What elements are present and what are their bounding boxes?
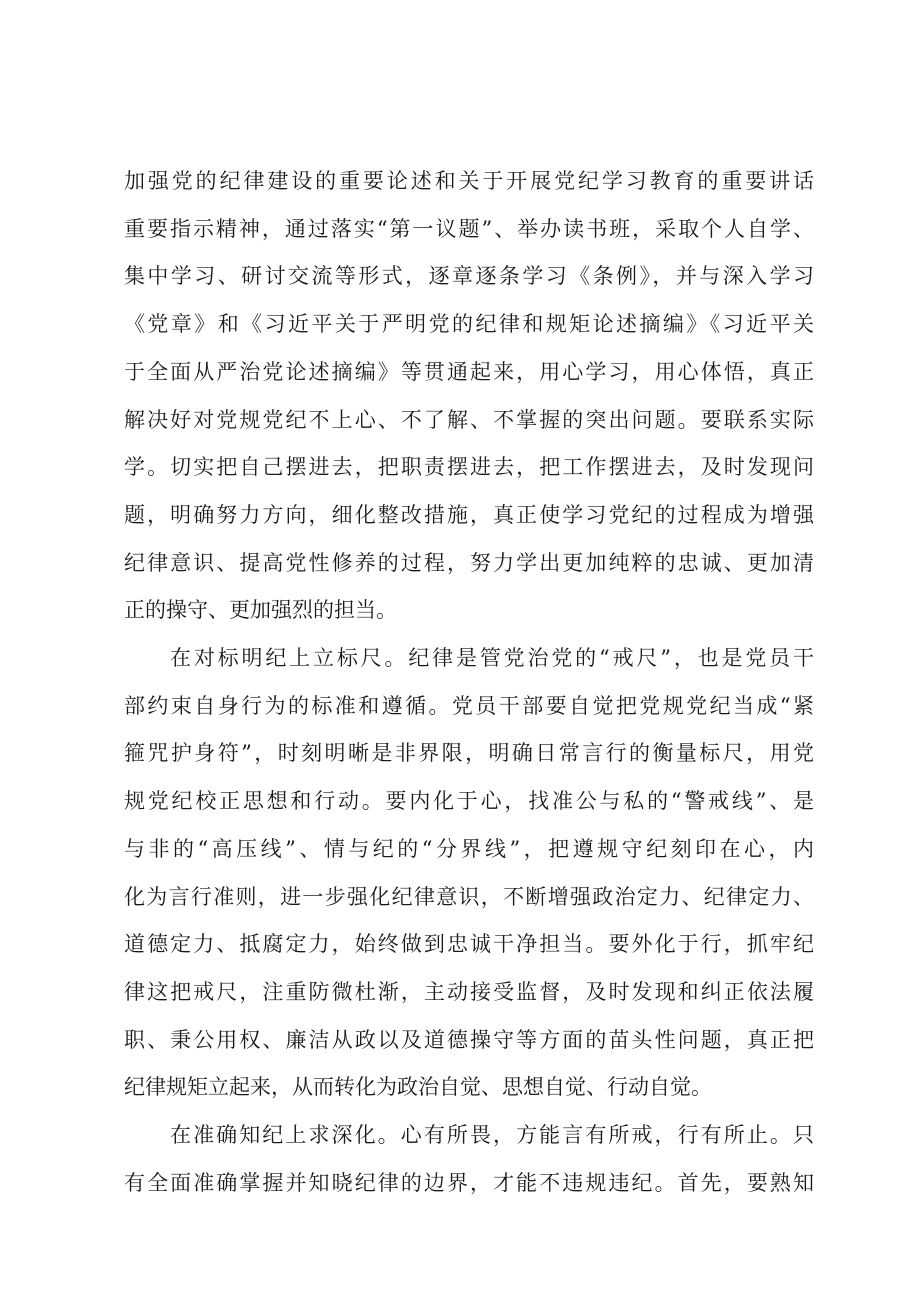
text-line: 规党纪校正思想和行动。要内化于心，找准公与私的“警戒线”、是 (124, 789, 814, 814)
text-line: 律这把戒尺，注重防微杜渐，主动接受监督，及时发现和纠正依法履 (124, 979, 814, 1004)
text-line: 在准确知纪上求深化。心有所畏，方能言有所戒，行有所止。只 (170, 1123, 814, 1148)
text-line: 于全面从严治党论述摘编》等贯通起来，用心学习，用心体悟，真正 (124, 359, 814, 384)
text-line: 有全面准确掌握并知晓纪律的边界，才能不违规违纪。首先，要熟知 (124, 1170, 814, 1195)
text-line: 在对标明纪上立标尺。纪律是管党治党的“戒尺”，也是党员干 (170, 646, 814, 671)
paragraph-1 (124, 158, 814, 635)
text-line: 集中学习、研讨交流等形式，逐章逐条学习《条例》，并与深入学习 (124, 264, 814, 289)
paragraph-3 (124, 1112, 814, 1207)
document-body (124, 158, 814, 1207)
text-line: 正的操守、更加强烈的担当。 (124, 598, 397, 623)
text-line: 化为言行准则，进一步强化纪律意识，不断增强政治定力、纪律定力、 (124, 884, 814, 909)
text-line: 解决好对党规党纪不上心、不了解、不掌握的突出问题。要联系实际 (124, 407, 814, 432)
text-line: 纪律意识、提高党性修养的过程，努力学出更加纯粹的忠诚、更加清 (124, 550, 814, 575)
text-line: 道德定力、抵腐定力，始终做到忠诚干净担当。要外化于行，抓牢纪 (124, 932, 814, 957)
paragraph-2 (124, 635, 814, 1112)
text-line: 职、秉公用权、廉洁从政以及道德操守等方面的苗头性问题，真正把 (124, 1027, 814, 1052)
text-line: 部约束自身行为的标准和遵循。党员干部要自觉把党规党纪当成“紧 (124, 693, 814, 718)
text-line: 纪律规矩立起来，从而转化为政治自觉、思想自觉、行动自觉。 (124, 1075, 712, 1100)
text-line: 题，明确努力方向，细化整改措施，真正使学习党纪的过程成为增强 (124, 502, 814, 527)
text-line: 加强党的纪律建设的重要论述和关于开展党纪学习教育的重要讲话 (124, 169, 814, 193)
text-line: 学。切实把自己摆进去，把职责摆进去，把工作摆进去，及时发现问 (124, 455, 814, 480)
text-line: 《党章》和《习近平关于严明党的纪律和规矩论述摘编》《习近平关 (124, 312, 814, 337)
text-line: 与非的“高压线”、情与纪的“分界线”，把遵规守纪刻印在心，内 (124, 836, 814, 861)
text-line: 重要指示精神，通过落实“第一议题”、举办读书班，采取个人自学、 (124, 216, 814, 241)
text-line: 箍咒护身符”，时刻明晰是非界限，明确日常言行的衡量标尺，用党 (124, 741, 814, 766)
